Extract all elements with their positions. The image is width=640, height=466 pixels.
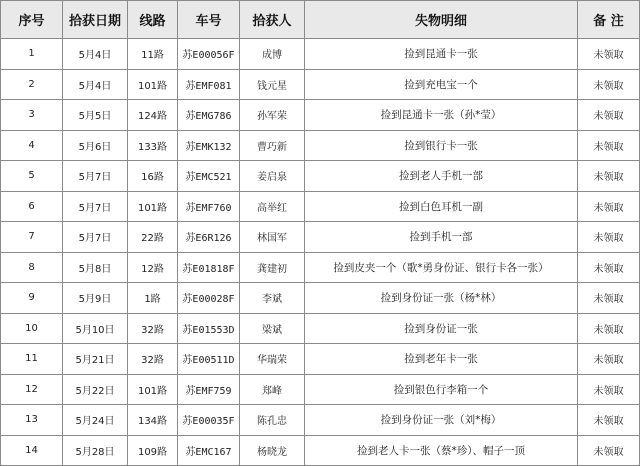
cell-item-details: 捡到身份证一张	[305, 313, 578, 344]
table-row	[1, 222, 640, 253]
cell-remarks: 未领取	[578, 405, 640, 436]
cell-item-details: 捡到身份证一张（刘*梅）	[305, 405, 578, 436]
cell-route: 32路	[128, 344, 178, 375]
cell-route: 109路	[128, 435, 178, 466]
cell-serial-no: 1	[1, 39, 63, 70]
header-serial-no: 序号	[1, 1, 63, 39]
cell-item-details: 捡到昆通卡一张	[305, 39, 578, 70]
cell-date: 5月9日	[63, 283, 128, 314]
cell-date: 5月24日	[63, 405, 128, 436]
cell-route: 134路	[128, 405, 178, 436]
cell-serial-no: 12	[1, 374, 63, 405]
cell-item-details: 捡到银色行李箱一个	[305, 374, 578, 405]
cell-remarks: 未领取	[578, 39, 640, 70]
cell-date: 5月4日	[63, 69, 128, 100]
cell-serial-no: 4	[1, 130, 63, 161]
cell-plate: 苏E01553D	[178, 313, 240, 344]
cell-plate: 苏EMF759	[178, 374, 240, 405]
cell-route: 124路	[128, 100, 178, 131]
cell-finder: 郑峰	[240, 374, 305, 405]
cell-finder: 曹巧新	[240, 130, 305, 161]
cell-serial-no: 6	[1, 191, 63, 222]
cell-serial-no: 3	[1, 100, 63, 131]
cell-remarks: 未领取	[578, 191, 640, 222]
cell-plate: 苏EMK132	[178, 130, 240, 161]
table-row	[1, 252, 640, 283]
cell-item-details: 捡到皮夹一个（歌*勇身份证、银行卡各一张）	[305, 252, 578, 283]
cell-route: 16路	[128, 161, 178, 192]
cell-finder: 成博	[240, 39, 305, 70]
cell-item-details: 捡到昆通卡一张（孙*莹）	[305, 100, 578, 131]
cell-date: 5月10日	[63, 313, 128, 344]
cell-remarks: 未领取	[578, 252, 640, 283]
cell-date: 5月7日	[63, 191, 128, 222]
table-row	[1, 313, 640, 344]
cell-serial-no: 7	[1, 222, 63, 253]
cell-finder: 林国军	[240, 222, 305, 253]
cell-finder: 李斌	[240, 283, 305, 314]
cell-date: 5月7日	[63, 161, 128, 192]
cell-item-details: 捡到充电宝一个	[305, 69, 578, 100]
cell-item-details: 捡到白色耳机一副	[305, 191, 578, 222]
cell-date: 5月6日	[63, 130, 128, 161]
table-row	[1, 100, 640, 131]
cell-remarks: 未领取	[578, 130, 640, 161]
cell-finder: 姜启泉	[240, 161, 305, 192]
cell-route: 12路	[128, 252, 178, 283]
cell-finder: 梁斌	[240, 313, 305, 344]
cell-date: 5月5日	[63, 100, 128, 131]
cell-remarks: 未领取	[578, 313, 640, 344]
cell-serial-no: 14	[1, 435, 63, 466]
cell-item-details: 捡到身份证一张（杨*林）	[305, 283, 578, 314]
cell-plate: 苏EMF081	[178, 69, 240, 100]
cell-finder: 高举红	[240, 191, 305, 222]
cell-finder: 华瑞荣	[240, 344, 305, 375]
cell-finder: 陈孔忠	[240, 405, 305, 436]
header-route: 线路	[128, 1, 178, 39]
cell-serial-no: 8	[1, 252, 63, 283]
header-remarks: 备 注	[578, 1, 640, 39]
cell-date: 5月22日	[63, 374, 128, 405]
cell-remarks: 未领取	[578, 100, 640, 131]
table-row	[1, 283, 640, 314]
cell-plate: 苏E00035F	[178, 405, 240, 436]
cell-item-details: 捡到老年卡一张	[305, 344, 578, 375]
cell-remarks: 未领取	[578, 435, 640, 466]
cell-item-details: 捡到手机一部	[305, 222, 578, 253]
cell-plate: 苏E00056F	[178, 39, 240, 70]
table-row	[1, 405, 640, 436]
cell-finder: 钱元星	[240, 69, 305, 100]
header-plate: 车号	[178, 1, 240, 39]
cell-plate: 苏EMG786	[178, 100, 240, 131]
cell-remarks: 未领取	[578, 222, 640, 253]
table-row	[1, 344, 640, 375]
cell-date: 5月8日	[63, 252, 128, 283]
cell-route: 22路	[128, 222, 178, 253]
table-row	[1, 191, 640, 222]
cell-plate: 苏EMC521	[178, 161, 240, 192]
cell-finder: 龚建初	[240, 252, 305, 283]
cell-serial-no: 5	[1, 161, 63, 192]
cell-remarks: 未领取	[578, 69, 640, 100]
header-finder: 拾获人	[240, 1, 305, 39]
cell-route: 32路	[128, 313, 178, 344]
cell-route: 1路	[128, 283, 178, 314]
cell-route: 11路	[128, 39, 178, 70]
cell-route: 133路	[128, 130, 178, 161]
cell-plate: 苏EMC167	[178, 435, 240, 466]
cell-serial-no: 11	[1, 344, 63, 375]
header-row	[1, 1, 640, 39]
cell-item-details: 捡到老人卡一张（蔡*珍）、帽子一顶	[305, 435, 578, 466]
cell-route: 101路	[128, 374, 178, 405]
cell-remarks: 未领取	[578, 374, 640, 405]
cell-route: 101路	[128, 191, 178, 222]
cell-plate: 苏E00511D	[178, 344, 240, 375]
cell-date: 5月21日	[63, 344, 128, 375]
cell-plate: 苏E00028F	[178, 283, 240, 314]
cell-plate: 苏EMF760	[178, 191, 240, 222]
cell-date: 5月4日	[63, 39, 128, 70]
header-date: 拾获日期	[63, 1, 128, 39]
table-row	[1, 161, 640, 192]
cell-serial-no: 2	[1, 69, 63, 100]
header-item-details: 失物明细	[305, 1, 578, 39]
cell-route: 101路	[128, 69, 178, 100]
cell-serial-no: 13	[1, 405, 63, 436]
table-row	[1, 39, 640, 70]
cell-plate: 苏E01818F	[178, 252, 240, 283]
cell-remarks: 未领取	[578, 161, 640, 192]
table-row	[1, 130, 640, 161]
cell-item-details: 捡到老人手机一部	[305, 161, 578, 192]
cell-finder: 杨晓龙	[240, 435, 305, 466]
table-row	[1, 69, 640, 100]
cell-item-details: 捡到银行卡一张	[305, 130, 578, 161]
table-row	[1, 435, 640, 466]
table-row	[1, 374, 640, 405]
cell-finder: 孙军荣	[240, 100, 305, 131]
cell-remarks: 未领取	[578, 283, 640, 314]
cell-date: 5月28日	[63, 435, 128, 466]
cell-date: 5月7日	[63, 222, 128, 253]
cell-plate: 苏E6R126	[178, 222, 240, 253]
cell-serial-no: 10	[1, 313, 63, 344]
cell-serial-no: 9	[1, 283, 63, 314]
cell-remarks: 未领取	[578, 344, 640, 375]
